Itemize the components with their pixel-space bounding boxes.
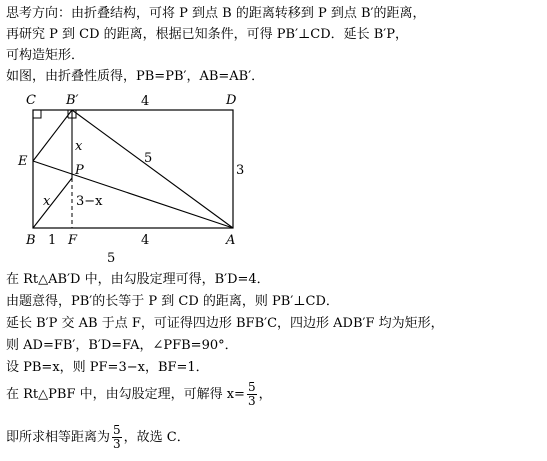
label-d: D bbox=[226, 93, 237, 108]
label-diagonal-length: 5 bbox=[144, 151, 153, 166]
fraction-answer bbox=[112, 424, 122, 451]
segment-bp bbox=[33, 178, 72, 228]
solution-line-6-text: 在 Rt△PBF 中，由勾股定理，可解得 x= bbox=[6, 387, 245, 402]
label-top-length: 4 bbox=[141, 94, 150, 109]
fold-line-ea bbox=[33, 161, 233, 228]
label-f: F bbox=[68, 233, 78, 248]
right-angle-c bbox=[33, 110, 41, 118]
solution-line-6-end: ， bbox=[258, 387, 272, 402]
label-right-length: 3 bbox=[236, 163, 245, 178]
solution-line-6 bbox=[6, 381, 272, 409]
solution-line-7 bbox=[6, 424, 190, 452]
solution-line-5: 设 PB=x，则 PF=3−x，BF=1． bbox=[6, 360, 209, 375]
intro-line-1: 思考方向：由折叠结构，可将 P 到点 B 的距离转移到 P 到点 B′的距离， bbox=[6, 6, 426, 21]
label-bottom-length: 5 bbox=[107, 251, 116, 263]
label-e: E bbox=[18, 154, 28, 169]
solution-line-7-end: ，故选 C． bbox=[123, 430, 190, 445]
segment-b-prime-a bbox=[72, 110, 233, 228]
label-bf-length: 1 bbox=[48, 233, 57, 248]
label-b-prime: B′ bbox=[66, 93, 79, 108]
geometry-figure bbox=[0, 88, 280, 263]
fraction-five-thirds bbox=[247, 381, 257, 408]
label-x-left: x bbox=[43, 194, 51, 209]
rectangle-bcda bbox=[33, 110, 233, 228]
label-c: C bbox=[26, 93, 36, 108]
solution-line-1: 在 Rt△AB′D 中，由勾股定理可得，B′D=4． bbox=[6, 272, 270, 287]
label-x-upper: x bbox=[75, 139, 83, 154]
label-p: P bbox=[75, 163, 84, 178]
label-fa-length: 4 bbox=[141, 233, 150, 248]
label-three-minus-x: 3−x bbox=[76, 194, 103, 209]
solution-line-7-text: 即所求相等距离为 bbox=[6, 430, 111, 445]
label-b: B bbox=[26, 233, 36, 248]
solution-line-4: 则 AD=FB′，B′D=FA，∠PFB=90°． bbox=[6, 338, 238, 353]
intro-line-4: 如图，由折叠性质得，PB=PB′，AB=AB′． bbox=[6, 69, 265, 84]
answer-denominator: 3 bbox=[113, 437, 121, 451]
intro-line-2: 再研究 P 到 CD 的距离，根据已知条件，可得 PB′⊥CD．延长 B′P， bbox=[6, 27, 409, 42]
label-a: A bbox=[226, 233, 236, 248]
solution-line-3: 延长 B′P 交 AB 于点 F，可证得四边形 BFB′C，四边形 ADB′F 均为矩形， bbox=[6, 316, 444, 331]
fraction-numerator: 5 bbox=[247, 380, 256, 394]
fraction-denominator: 3 bbox=[247, 394, 256, 408]
intro-line-3: 可构造矩形． bbox=[6, 48, 85, 63]
solution-line-2: 由题意得，PB′的长等于 P 到 CD 的距离，则 PB′⊥CD． bbox=[6, 294, 339, 309]
answer-numerator: 5 bbox=[113, 423, 121, 437]
